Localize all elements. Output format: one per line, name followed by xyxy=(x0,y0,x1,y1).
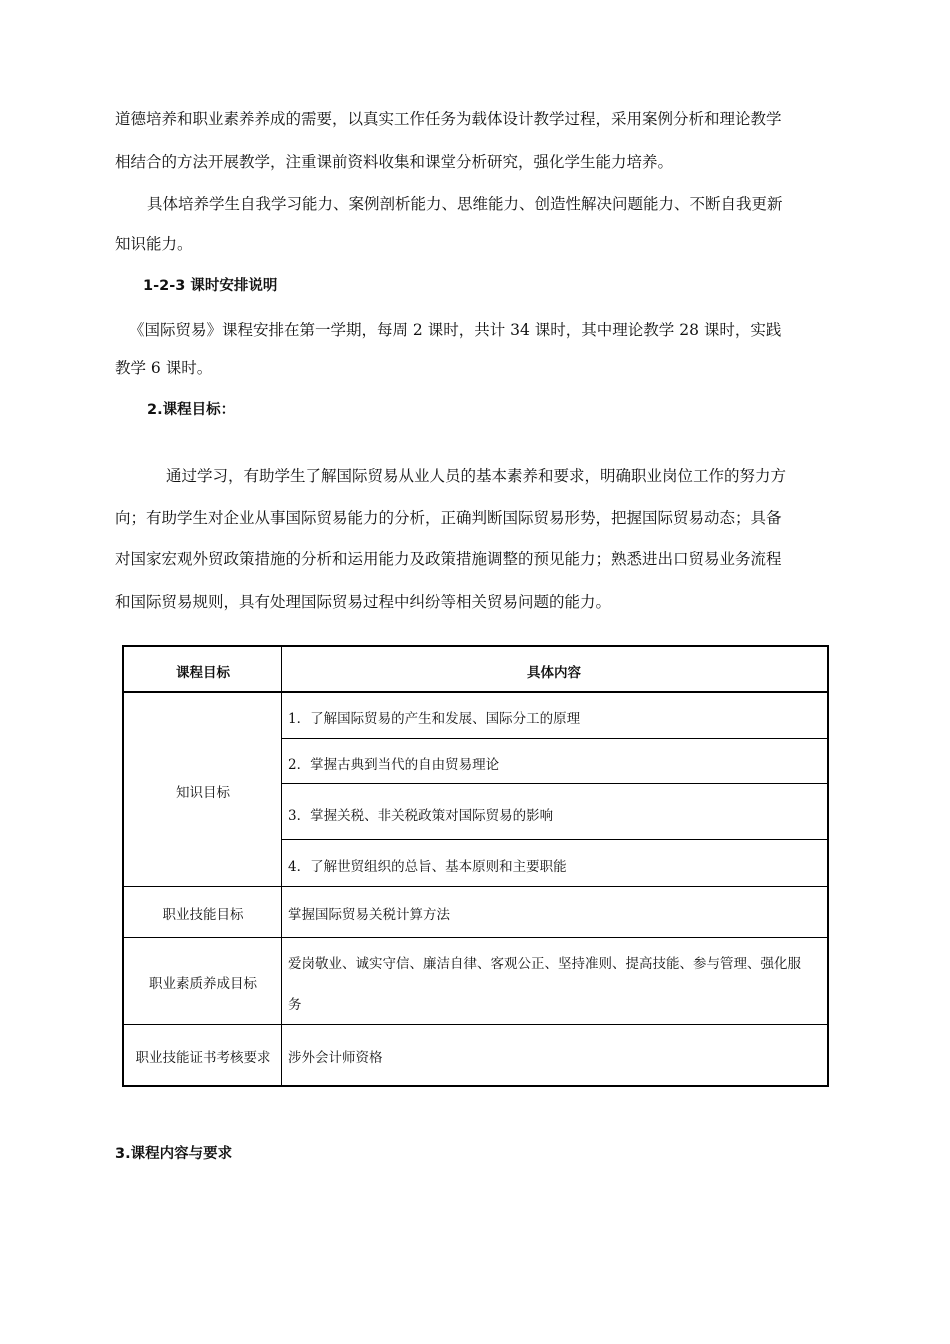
paragraph-line: 通过学习，有助学生了解国际贸易从业人员的基本素养和要求，明确职业岗位工作的努力方 xyxy=(166,467,787,485)
table-column-divider xyxy=(281,647,282,1085)
paragraph-line: 《国际贸易》课程安排在第一学期，每周 2 课时，共计 34 课时，其中理论教学 28 课时，实践 xyxy=(129,321,782,339)
knowledge-item: 2．掌握古典到当代的自由贸易理论 xyxy=(288,757,500,773)
knowledge-item: 3．掌握关税、非关税政策对国际贸易的影响 xyxy=(288,808,554,824)
section-heading-1-2-3: 1-2-3 课时安排说明 xyxy=(143,278,278,294)
table-row-divider xyxy=(124,1024,827,1025)
knowledge-item: 4．了解世贸组织的总旨、基本原则和主要职能 xyxy=(288,859,567,875)
section-heading-3: 3.课程内容与要求 xyxy=(115,1146,233,1162)
paragraph-line: 知识能力。 xyxy=(115,235,193,253)
paragraph-line: 具体培养学生自我学习能力、案例剖析能力、思维能力、创造性解决问题能力、不断自我更新 xyxy=(147,195,783,213)
course-objectives-table xyxy=(122,645,829,1087)
quality-objective-label: 职业素质养成目标 xyxy=(149,976,257,992)
table-row-divider xyxy=(281,738,827,739)
quality-objective-content: 爱岗敬业、诚实守信、廉洁自律、客观公正、坚持准则、提高技能、参与管理、强化服 xyxy=(288,956,801,972)
quality-objective-content: 务 xyxy=(288,997,302,1013)
skill-objective-label: 职业技能目标 xyxy=(162,907,244,923)
table-row-divider xyxy=(281,839,827,840)
knowledge-objective-label: 知识目标 xyxy=(176,785,230,801)
certificate-requirement-content: 涉外会计师资格 xyxy=(288,1050,383,1066)
section-heading-2: 2.课程目标： xyxy=(147,402,236,418)
table-row-divider xyxy=(124,937,827,938)
paragraph-line: 教学 6 课时。 xyxy=(115,359,213,377)
table-row-divider xyxy=(124,886,827,887)
table-header-divider xyxy=(124,691,827,693)
certificate-requirement-label: 职业技能证书考核要求 xyxy=(135,1050,271,1066)
paragraph-line: 向；有助学生对企业从事国际贸易能力的分析，正确判断国际贸易形势，把握国际贸易动态；具备 xyxy=(115,509,782,527)
paragraph-line: 和国际贸易规则，具有处理国际贸易过程中纠纷等相关贸易问题的能力。 xyxy=(115,593,612,611)
paragraph-line: 道德培养和职业素养养成的需要，以真实工作任务为载体设计教学过程，采用案例分析和理论教学 xyxy=(115,110,782,128)
table-header-content: 具体内容 xyxy=(527,665,581,681)
paragraph-line: 相结合的方法开展教学，注重课前资料收集和课堂分析研究，强化学生能力培养。 xyxy=(115,153,674,171)
table-row-divider xyxy=(281,783,827,784)
knowledge-item: 1．了解国际贸易的产生和发展、国际分工的原理 xyxy=(288,711,581,727)
table-header-objective: 课程目标 xyxy=(176,665,230,681)
paragraph-line: 对国家宏观外贸政策措施的分析和运用能力及政策措施调整的预见能力；熟悉进出口贸易业务流程 xyxy=(115,550,782,568)
skill-objective-content: 掌握国际贸易关税计算方法 xyxy=(288,907,450,923)
